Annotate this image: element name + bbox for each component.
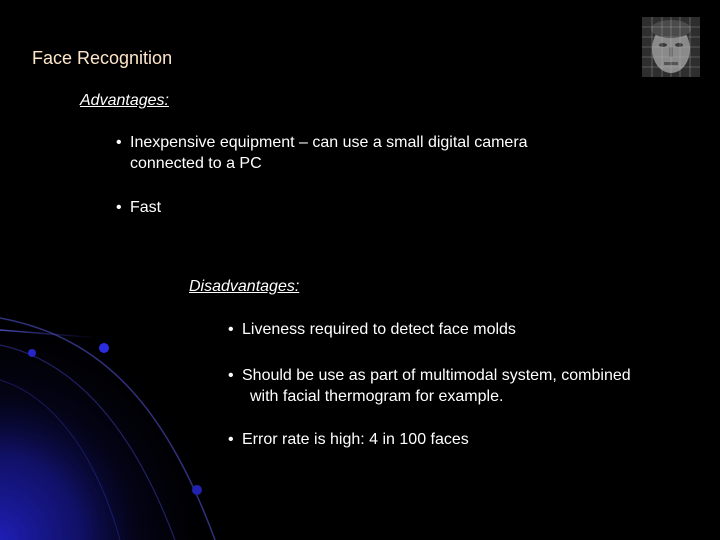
advantage-item: • Inexpensive equipment – can use a small digital camera connected to a PC — [116, 134, 528, 172]
disadvantage-item: • Should be use as part of multimodal system, combined with facial thermogram for example. — [228, 367, 631, 405]
decor-dot-2 — [28, 349, 36, 357]
decor-dot-1 — [99, 343, 109, 353]
bullet-icon: • — [116, 134, 122, 151]
disadvantage-item: • Liveness required to detect face molds — [228, 321, 516, 338]
bullet-icon: • — [228, 431, 234, 448]
disadvantages-heading: Disadvantages: — [189, 278, 300, 295]
decor-dot-3 — [192, 485, 202, 495]
face-recognition-photo — [642, 17, 700, 77]
disadvantage-item: • Error rate is high: 4 in 100 faces — [228, 431, 469, 448]
advantage-item: • Fast — [116, 199, 162, 216]
face-photo-grid-icon — [642, 17, 700, 77]
bullet-icon: • — [228, 367, 234, 384]
slide-title: Face Recognition — [32, 48, 173, 68]
bullet-icon: • — [228, 321, 234, 338]
advantages-heading: Advantages: — [80, 92, 169, 109]
bullet-icon: • — [116, 199, 122, 216]
